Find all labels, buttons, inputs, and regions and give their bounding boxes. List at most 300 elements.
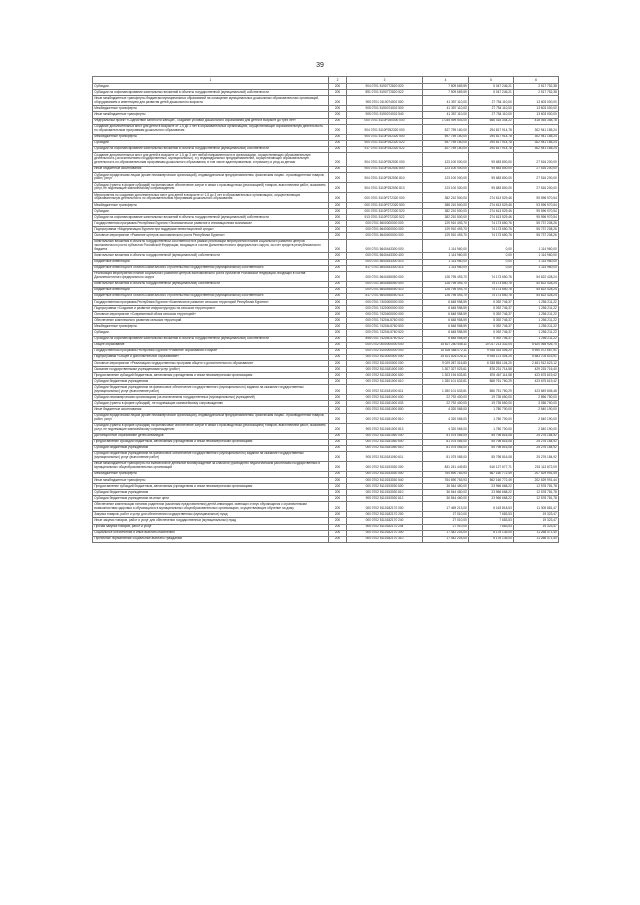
item-name: Субсидии	[93, 140, 329, 146]
line-code: 200	[329, 367, 347, 373]
line-code: 200	[329, 413, 347, 423]
item-name: Иные межбюджетные трансферты бюджетам муниципальных образований на оснащение муниципальных дошкольных образовательных организаций, оборудованием и инвентарем для развития детей дошкольного возраста	[93, 96, 329, 106]
unexecuted-amount: 2 481 912 623,12	[514, 360, 559, 366]
line-code: 200	[329, 239, 347, 253]
budget-code: 000 0702 5110000000 000	[347, 354, 423, 360]
budget-code: 000 0701 5640400000 000	[347, 233, 423, 239]
line-code: 200	[329, 461, 347, 471]
unexecuted-amount: 423 675 619,42	[514, 373, 559, 379]
approved-amount: 4 320 065,00	[423, 423, 469, 433]
item-name: Субсидии бюджетным учреждениям на финансовое обеспечение государственного (муниципального) задания на оказание государственных (муниципальных) услуг (выполнение работ)	[93, 451, 329, 461]
budget-code: 904 0701 5110P252320 500	[347, 134, 423, 140]
executed-amount: 5 392 746,37	[469, 318, 514, 324]
item-name: Субсидии бюджетным учреждениям	[93, 445, 329, 451]
column-header-6: 6	[514, 77, 559, 84]
executed-amount: 95 683 800,00	[469, 152, 514, 166]
unexecuted-amount: 55 737 208,26	[514, 221, 559, 227]
budget-code: 000 0701 5640455050 410	[347, 287, 423, 293]
executed-amount: 7 683,53	[469, 524, 514, 530]
unexecuted-amount: 423 675 619,42	[514, 379, 559, 385]
unexecuted-amount: 55 737 208,26	[514, 233, 559, 239]
executed-amount: 878 231 714,58	[469, 367, 514, 373]
unexecuted-amount: 1 114 960,00	[514, 239, 559, 253]
executed-amount: 866 751 760,29	[469, 385, 514, 395]
unexecuted-amount: 1 256 211,22	[514, 324, 559, 330]
budget-code: 000 0702 5110181060 600	[347, 439, 423, 445]
item-name: Иные межбюджетные трансферты	[93, 477, 329, 483]
executed-amount: 27 754 110,00	[469, 96, 514, 106]
column-header-2: 2	[329, 77, 347, 84]
executed-amount: 10 017 213 332,04	[469, 342, 514, 348]
budget-code: 904 0701 5110P252530 800	[347, 166, 423, 172]
executed-amount: 0,00	[469, 265, 514, 271]
item-name: Межбюджетные трансферты	[93, 324, 329, 330]
item-name: Подпрограмма «Общее и дополнительное образование»	[93, 354, 329, 360]
unexecuted-amount: 302 941 185,24	[514, 134, 559, 140]
line-code: 200	[329, 106, 347, 112]
executed-amount: 1 780 700,00	[469, 407, 514, 413]
budget-code: 000 0702 5110181060 000	[347, 433, 423, 439]
executed-amount: 55 798 816,08	[469, 451, 514, 461]
budget-code: 904 0701 5190772820 520	[347, 84, 423, 90]
line-code: 200	[329, 140, 347, 146]
approved-amount: 15 528 488 072,11	[423, 348, 469, 354]
approved-amount: 527 759 160,00	[423, 146, 469, 152]
executed-amount: 7 683,53	[469, 518, 514, 524]
approved-amount: 1 280 101 633,81	[423, 385, 469, 395]
approved-amount: 36 544 460,00	[423, 490, 469, 496]
table-row	[93, 182, 559, 192]
approved-amount: 41 357 110,00	[423, 96, 469, 106]
executed-amount: 876 467 114,58	[469, 373, 514, 379]
unexecuted-amount: 95 596 970,54	[514, 192, 559, 202]
unexecuted-amount: 1 256 211,22	[514, 330, 559, 336]
line-code: 200	[329, 379, 347, 385]
unexecuted-amount: 11 266 071,40	[514, 530, 559, 536]
line-code: 200	[329, 287, 347, 293]
line-code: 200	[329, 395, 347, 401]
budget-code: 000 0702 5110181000 611	[347, 385, 423, 395]
approved-amount: 6 648 958,59	[423, 324, 469, 330]
unexecuted-amount: 302 941 185,24	[514, 146, 559, 152]
budget-code: 904 0701 5110P252530 813	[347, 182, 423, 192]
executed-amount: 294 817 914,78	[469, 140, 514, 146]
line-code: 200	[329, 433, 347, 439]
budget-code: 917 0701 5110P252320 522	[347, 146, 423, 152]
unexecuted-amount: 27 516 200,00	[514, 166, 559, 172]
line-code: 200	[329, 209, 347, 215]
approved-amount: 4 320 065,00	[423, 413, 469, 423]
budget-code: 000 0701 5110P272320 000	[347, 192, 423, 202]
executed-amount: 274 613 529,46	[469, 192, 514, 202]
line-code: 200	[329, 233, 347, 239]
budget-code: 913 0701 5110P272320 522	[347, 215, 423, 221]
budget-code: 000 0701 7400000000 000	[347, 299, 423, 305]
budget-code: 000 0701 5640443300 400	[347, 253, 423, 259]
approved-amount: 36 544 460,00	[423, 484, 469, 490]
unexecuted-amount: 11 266 071,40	[514, 536, 559, 542]
column-header-4: 4	[423, 77, 469, 84]
approved-amount: 7 509 669,59	[423, 84, 469, 90]
item-name: Государственная программа Республики Бурятия «Комплексное развитие сельских территорий Республики Бурятия»	[93, 299, 329, 305]
line-code: 200	[329, 490, 347, 496]
executed-amount: 274 613 529,46	[469, 209, 514, 215]
line-code: 200	[329, 496, 347, 502]
executed-amount: 74 173 650,76	[469, 233, 514, 239]
budget-code: 000 0702 5110182170 310	[347, 536, 423, 542]
table-row	[93, 385, 559, 395]
unexecuted-amount: 25 276 184,92	[514, 451, 559, 461]
unexecuted-amount: 418 454 358,78	[514, 118, 559, 124]
item-name: Капитальные вложения в объекты государственной собственности в рамках реализации мероприятий планов социального развития центров экономического роста субъектов Российской Федерации, входящих в состав Дальневосточного федерального округа, за счет средств республиканского бюджета	[93, 239, 329, 253]
unexecuted-amount: 202 529 991,44	[514, 477, 559, 483]
executed-amount: 74 173 650,76	[469, 221, 514, 227]
item-name: Оказание государственными учреждениями услуг (работ)	[93, 367, 329, 373]
unexecuted-amount: 25 276 184,92	[514, 433, 559, 439]
budget-code: 905 0701 5190074002 540	[347, 112, 423, 118]
budget-code: 905 0702 5110181060 611	[347, 451, 423, 461]
unexecuted-amount: 27 516 200,00	[514, 172, 559, 182]
executed-amount: 23 966 668,22	[469, 484, 514, 490]
item-name: Субсидии бюджетным учреждениям	[93, 379, 329, 385]
item-name: Межбюджетные трансферты	[93, 471, 329, 477]
unexecuted-amount: 55 737 208,26	[514, 227, 559, 233]
item-name: Обеспечение комплексного развития сельских территорий	[93, 318, 329, 324]
unexecuted-amount: 12 578 781,78	[514, 484, 559, 490]
table-row	[93, 96, 559, 106]
unexecuted-amount: 54 622 428,24	[514, 287, 559, 293]
line-code: 200	[329, 96, 347, 106]
executed-amount: 274 613 529,46	[469, 202, 514, 208]
line-code: 200	[329, 354, 347, 360]
item-name: Мероприятия по созданию дополнительных мест для детей в возрасте от 1,5 до 3 лет в образовательных организациях, осуществляющих образовательную деятельность по образовательным программам дошкольного образования	[93, 192, 329, 202]
approved-amount: 17 469 213,00	[423, 502, 469, 512]
executed-amount: 9 938 121 404,20	[469, 354, 514, 360]
budget-code: 904 0701 5110P252530 000	[347, 152, 423, 166]
approved-amount: 388 210 500,00	[423, 202, 469, 208]
budget-code: 000 0702 5110182170 000	[347, 502, 423, 512]
approved-amount: 1 114 960,00	[423, 253, 469, 259]
unexecuted-amount: 1 114 960,00	[514, 259, 559, 265]
unexecuted-amount: 5 583 704 623,91	[514, 354, 559, 360]
approved-amount: 7 509 669,59	[423, 90, 469, 96]
executed-amount: 5 392 746,37	[469, 299, 514, 305]
line-code: 200	[329, 445, 347, 451]
line-code: 200	[329, 253, 347, 259]
budget-code: 904 0701 5110P252530 810	[347, 172, 423, 182]
item-name: Субсидии бюджетным учреждениям	[93, 490, 329, 496]
item-name: Межбюджетные трансферты	[93, 106, 329, 112]
approved-amount: 41 357 110,00	[423, 112, 469, 118]
unexecuted-amount: 2 856 750,00	[514, 395, 559, 401]
budget-code: 905 0702 5110181000 813	[347, 423, 423, 433]
executed-amount: 74 173 650,76	[469, 271, 514, 281]
executed-amount: 74 173 650,76	[469, 287, 514, 293]
budget-code: 905 0701 5190074002 500	[347, 106, 423, 112]
item-name: Капитальные вложения в объекты государственной (муниципальной) собственности	[93, 253, 329, 259]
unexecuted-amount: 1 256 211,22	[514, 336, 559, 342]
budget-table	[92, 76, 559, 543]
line-code: 200	[329, 423, 347, 433]
table-row	[93, 502, 559, 512]
budget-code: 000 0702 5110153030 000	[347, 461, 423, 471]
budget-code: 000 0701 5600000000 000	[347, 221, 423, 227]
budget-code: 000 0702 5110153030 500	[347, 471, 423, 477]
approved-amount: 1 307 327 023,61	[423, 367, 469, 373]
line-code: 200	[329, 221, 347, 227]
executed-amount: 274 613 529,46	[469, 215, 514, 221]
unexecuted-amount: 25 276 184,92	[514, 445, 559, 451]
line-code: 200	[329, 192, 347, 202]
line-code: 200	[329, 146, 347, 152]
executed-amount: 0,00	[469, 239, 514, 253]
line-code: 200	[329, 318, 347, 324]
item-name: Иные закупки товаров, работ и услуг для обеспечения государственных (муниципальных) нужд	[93, 518, 329, 524]
budget-code: 000 0702 5110182170 240	[347, 518, 423, 524]
item-name: Субсидии	[93, 84, 329, 90]
budget-code: 000 0702 5110181000 633	[347, 401, 423, 407]
approved-amount: 597 759 160,00	[423, 140, 469, 146]
budget-code: 000 0702 5110181000 610	[347, 379, 423, 385]
approved-amount: 6 648 958,59	[423, 312, 469, 318]
approved-amount: 128 795 493,70	[423, 271, 469, 281]
budget-code: 000 0701 74204L5760 520	[347, 330, 423, 336]
unexecuted-amount: 54 622 428,24	[514, 293, 559, 299]
unexecuted-amount: 54 622 428,24	[514, 281, 559, 287]
executed-amount: 23 966 668,22	[469, 496, 514, 502]
executed-amount: 95 683 800,00	[469, 166, 514, 172]
item-name: Общее образование	[93, 342, 329, 348]
unexecuted-amount: 5 620 065 926,74	[514, 342, 559, 348]
unexecuted-amount: 5 590 072 667,91	[514, 348, 559, 354]
item-name: Дистанционное образование детей-инвалидов	[93, 433, 329, 439]
item-name: Обеспечение компенсации питания родителям (законным представителям) детей-инвалидов, имеющих статус обучающихся с ограниченными возможностями здоровья и обучающихся в муниципальных общеобразовательных организациях, осуществляющих обучение на дому	[93, 502, 329, 512]
item-name: Субсидии	[93, 209, 329, 215]
item-name: Межбюджетные трансферты	[93, 202, 329, 208]
executed-amount: 5 392 746,37	[469, 324, 514, 330]
executed-amount: 74 173 650,76	[469, 281, 514, 287]
approved-amount: 6 648 958,59	[423, 318, 469, 324]
line-code: 200	[329, 271, 347, 281]
unexecuted-amount: 302 941 185,24	[514, 140, 559, 146]
line-code: 200	[329, 281, 347, 287]
approved-amount: 123 100 000,00	[423, 166, 469, 172]
approved-amount: 527 759 160,00	[423, 124, 469, 134]
budget-code: 905 0701 0110074002 500	[347, 96, 423, 106]
item-name: Субсидии на софинансирование капитальных вложений в объекты государственной (муниципальной) собственности	[93, 90, 329, 96]
executed-amount: 19 735 650,00	[469, 401, 514, 407]
budget-code: 000 0701 5110P272320 500	[347, 202, 423, 208]
item-name: Реализация мероприятий планов социального развития центров экономического роста субъектов Российской Федерации, входящих в состав Дальневосточного федерального округа	[93, 271, 329, 281]
unexecuted-amount: 3 056 750,00	[514, 401, 559, 407]
approved-amount: 764 690 763,93	[423, 477, 469, 483]
item-name: Субсидии на софинансирование капитальных вложений в объекты государственной (муниципальной) собственности	[93, 146, 329, 152]
line-code: 200	[329, 342, 347, 348]
budget-code: 891 0701 5190772820 522	[347, 90, 423, 96]
approved-amount: 27 010,00	[423, 518, 469, 524]
unexecuted-amount: 2 540 190,00	[514, 407, 559, 413]
table-row	[93, 413, 559, 423]
unexecuted-amount: 2 540 190,00	[514, 413, 559, 423]
approved-amount: 382 210 500,00	[423, 192, 469, 202]
item-name: Иные межбюджетные трансферты на ежемесячное денежное вознаграждение за классное руководство педагогическим работникам государственных и муниципальных общеобразовательных организаций	[93, 461, 329, 471]
unexecuted-amount: 12 578 781,78	[514, 490, 559, 496]
executed-amount: 294 817 914,78	[469, 146, 514, 152]
line-code: 200	[329, 134, 347, 140]
executed-amount: 5 047 246,21	[469, 90, 514, 96]
unexecuted-amount: 27 516 200,00	[514, 152, 559, 166]
executed-amount: 1 780 700,00	[469, 423, 514, 433]
executed-amount: 666 415 344,22	[469, 118, 514, 124]
approved-amount: 129 910 493,70	[423, 233, 469, 239]
budget-code: 000 0701 5110P272320 520	[347, 209, 423, 215]
line-code: 200	[329, 90, 347, 96]
item-name: Субсидии (гранты в форме субсидий), не подлежащие казначейскому сопровождению	[93, 401, 329, 407]
budget-code: 000 0701 5110P250000 000	[347, 118, 423, 124]
table-row	[93, 152, 559, 166]
budget-code: 000 0702 5110100000 000	[347, 360, 423, 366]
line-code: 200	[329, 451, 347, 461]
unexecuted-amount: 13 603 000,00	[514, 96, 559, 106]
budget-code: 904 0701 5110P252320 520	[347, 140, 423, 146]
line-code: 200	[329, 471, 347, 477]
unexecuted-amount: 429 215 716,40	[514, 367, 559, 373]
executed-amount: 6 338 854 104,20	[469, 360, 514, 366]
approved-amount: 9 029 287 316,80	[423, 360, 469, 366]
item-name: Субсидии некоммерческим организациям (за исключением государственных (муниципальных) учреждений)	[93, 395, 329, 401]
approved-amount: 123 100 000,00	[423, 172, 469, 182]
executed-amount: 5 392 746,37	[469, 306, 514, 312]
item-name: Государственная программа Республики Бурятия «Экономическое развитие и инновационная экономика»	[93, 221, 329, 227]
unexecuted-amount: 95 596 970,54	[514, 209, 559, 215]
line-code: 200	[329, 385, 347, 395]
executed-amount: 95 683 800,00	[469, 172, 514, 182]
budget-code: 000 0702 5110181000 600	[347, 373, 423, 379]
table-row	[93, 423, 559, 433]
table-row	[93, 271, 559, 281]
executed-amount: 616 127 577,71	[469, 461, 514, 471]
executed-amount: 5 392 746,37	[469, 330, 514, 336]
table-row	[93, 124, 559, 134]
item-name: Бюджетные инвестиции	[93, 259, 329, 265]
item-name: Субсидии бюджетным учреждениям на финансовое обеспечение государственного (муниципального) задания на оказание государственных (муниципальных) услуг (выполнение работ)	[93, 385, 329, 395]
executed-amount: 9 938 415 406,20	[469, 348, 514, 354]
item-name: Подпрограмма «Создание и развитие инфраструктуры на сельских территориях»	[93, 306, 329, 312]
item-name: Субсидии на софинансирование капитальных вложений в объекты государственной (муниципальной) собственности	[93, 336, 329, 342]
executed-amount: 6 176 135,00	[469, 536, 514, 542]
executed-amount: 0,00	[469, 259, 514, 265]
unexecuted-amount: 1 256 211,22	[514, 306, 559, 312]
column-header-1: 1	[93, 77, 329, 84]
unexecuted-amount: 12 578 781,78	[514, 496, 559, 502]
item-name: Основное мероприятие «Реализация государственных программ общего и дополнительного образования»	[93, 360, 329, 366]
line-code: 200	[329, 166, 347, 172]
budget-code: 817 0701 5640443300 414	[347, 265, 423, 271]
executed-amount: 27 754 110,00	[469, 106, 514, 112]
unexecuted-amount: 19 323,47	[514, 524, 559, 530]
unexecuted-amount: 2 517 752,38	[514, 90, 559, 96]
approved-amount: 128 795 493,70	[423, 287, 469, 293]
approved-amount: 764 690 763,93	[423, 471, 469, 477]
line-code: 200	[329, 227, 347, 233]
budget-code: 000 0702 5110153030 600	[347, 484, 423, 490]
unexecuted-amount: 423 849 806,48	[514, 385, 559, 395]
item-name: Публичные нормативные социальные выплаты гражданам	[93, 536, 329, 542]
line-code: 200	[329, 336, 347, 342]
approved-amount: 17 442 203,00	[423, 530, 469, 536]
line-code: 200	[329, 312, 347, 318]
approved-amount: 597 759 160,00	[423, 134, 469, 140]
executed-amount: 0,00	[469, 253, 514, 259]
approved-amount: 15 521 826 028,11	[423, 354, 469, 360]
budget-code: 000 0702 0000000000 000	[347, 342, 423, 348]
approved-amount: 81 075 065,00	[423, 433, 469, 439]
budget-code: 000 0701 5640455050 000	[347, 271, 423, 281]
approved-amount: 1 114 960,00	[423, 239, 469, 253]
table-body	[93, 84, 559, 543]
budget-code: 905 0702 5110153030 612	[347, 496, 423, 502]
budget-code: 000 0702 5110153030 610	[347, 490, 423, 496]
line-code: 200	[329, 484, 347, 490]
item-name: Межбюджетные трансферты	[93, 134, 329, 140]
approved-amount: 41 357 110,00	[423, 106, 469, 112]
item-name: Иные бюджетные ассигнования	[93, 407, 329, 413]
item-name: Субсидии юридическим лицам (кроме некоммерческих организаций), индивидуальным предпринимателям, физическим лицам - производителям товаров, работ, услуг	[93, 413, 329, 423]
budget-code: 904 0701 5110P252320 000	[347, 124, 423, 134]
budget-code: 000 0702 5110182170 200	[347, 512, 423, 518]
budget-code: 000 0702 5110153030 540	[347, 477, 423, 483]
approved-amount: 129 910 493,70	[423, 221, 469, 227]
budget-code: 000 0702 5110181000 800	[347, 407, 423, 413]
executed-amount: 7 683,53	[469, 512, 514, 518]
table-row	[93, 239, 559, 253]
item-name: Субсидии (гранты в форме субсидий) на финансовое обеспечение затрат в связи с производством (реализацией) товаров, выполнением работ, оказанием услуг, не подлежащие казначейскому сопровождению	[93, 182, 329, 192]
budget-code: 000 0701 5640000000 000	[347, 227, 423, 233]
item-name: Прочая закупка товаров, работ и услуг	[93, 524, 329, 530]
approved-amount: 1 114 960,00	[423, 259, 469, 265]
table-row	[93, 461, 559, 471]
unexecuted-amount: 2 517 752,38	[514, 84, 559, 90]
unexecuted-amount: 93 596 970,54	[514, 202, 559, 208]
item-name: Бюджетные инвестиции	[93, 287, 329, 293]
executed-amount: 23 966 668,22	[469, 490, 514, 496]
item-name: Бюджетные инвестиции в объекты капитального строительства государственной (муниципальной) собственности	[93, 293, 329, 299]
approved-amount: 81 075 065,00	[423, 445, 469, 451]
approved-amount: 6 648 958,59	[423, 299, 469, 305]
line-code: 200	[329, 477, 347, 483]
line-code: 200	[329, 152, 347, 166]
line-code: 200	[329, 124, 347, 134]
unexecuted-amount: 95 596 970,54	[514, 215, 559, 221]
line-code: 200	[329, 401, 347, 407]
item-name: Государственная программа Республики Бурятия «Развитие образования и науки»	[93, 348, 329, 354]
approved-amount: 4 320 065,00	[423, 407, 469, 413]
approved-amount: 22 792 400,00	[423, 401, 469, 407]
item-name: Субсидии бюджетным учреждениям на иные цели	[93, 496, 329, 502]
approved-amount: 1 280 101 633,81	[423, 379, 469, 385]
line-code: 200	[329, 407, 347, 413]
line-code: 200	[329, 112, 347, 118]
approved-amount: 27 010,00	[423, 524, 469, 530]
item-name: Закупка товаров, работ и услуг для обеспечения государственных (муниципальных) нужд	[93, 512, 329, 518]
line-code: 200	[329, 324, 347, 330]
line-code: 200	[329, 360, 347, 366]
executed-amount: 294 817 914,78	[469, 134, 514, 140]
line-code: 200	[329, 182, 347, 192]
budget-code: 898 0701 74204L5760 522	[347, 336, 423, 342]
approved-amount: 81 075 065,00	[423, 439, 469, 445]
executed-amount: 567 160 772,49	[469, 471, 514, 477]
